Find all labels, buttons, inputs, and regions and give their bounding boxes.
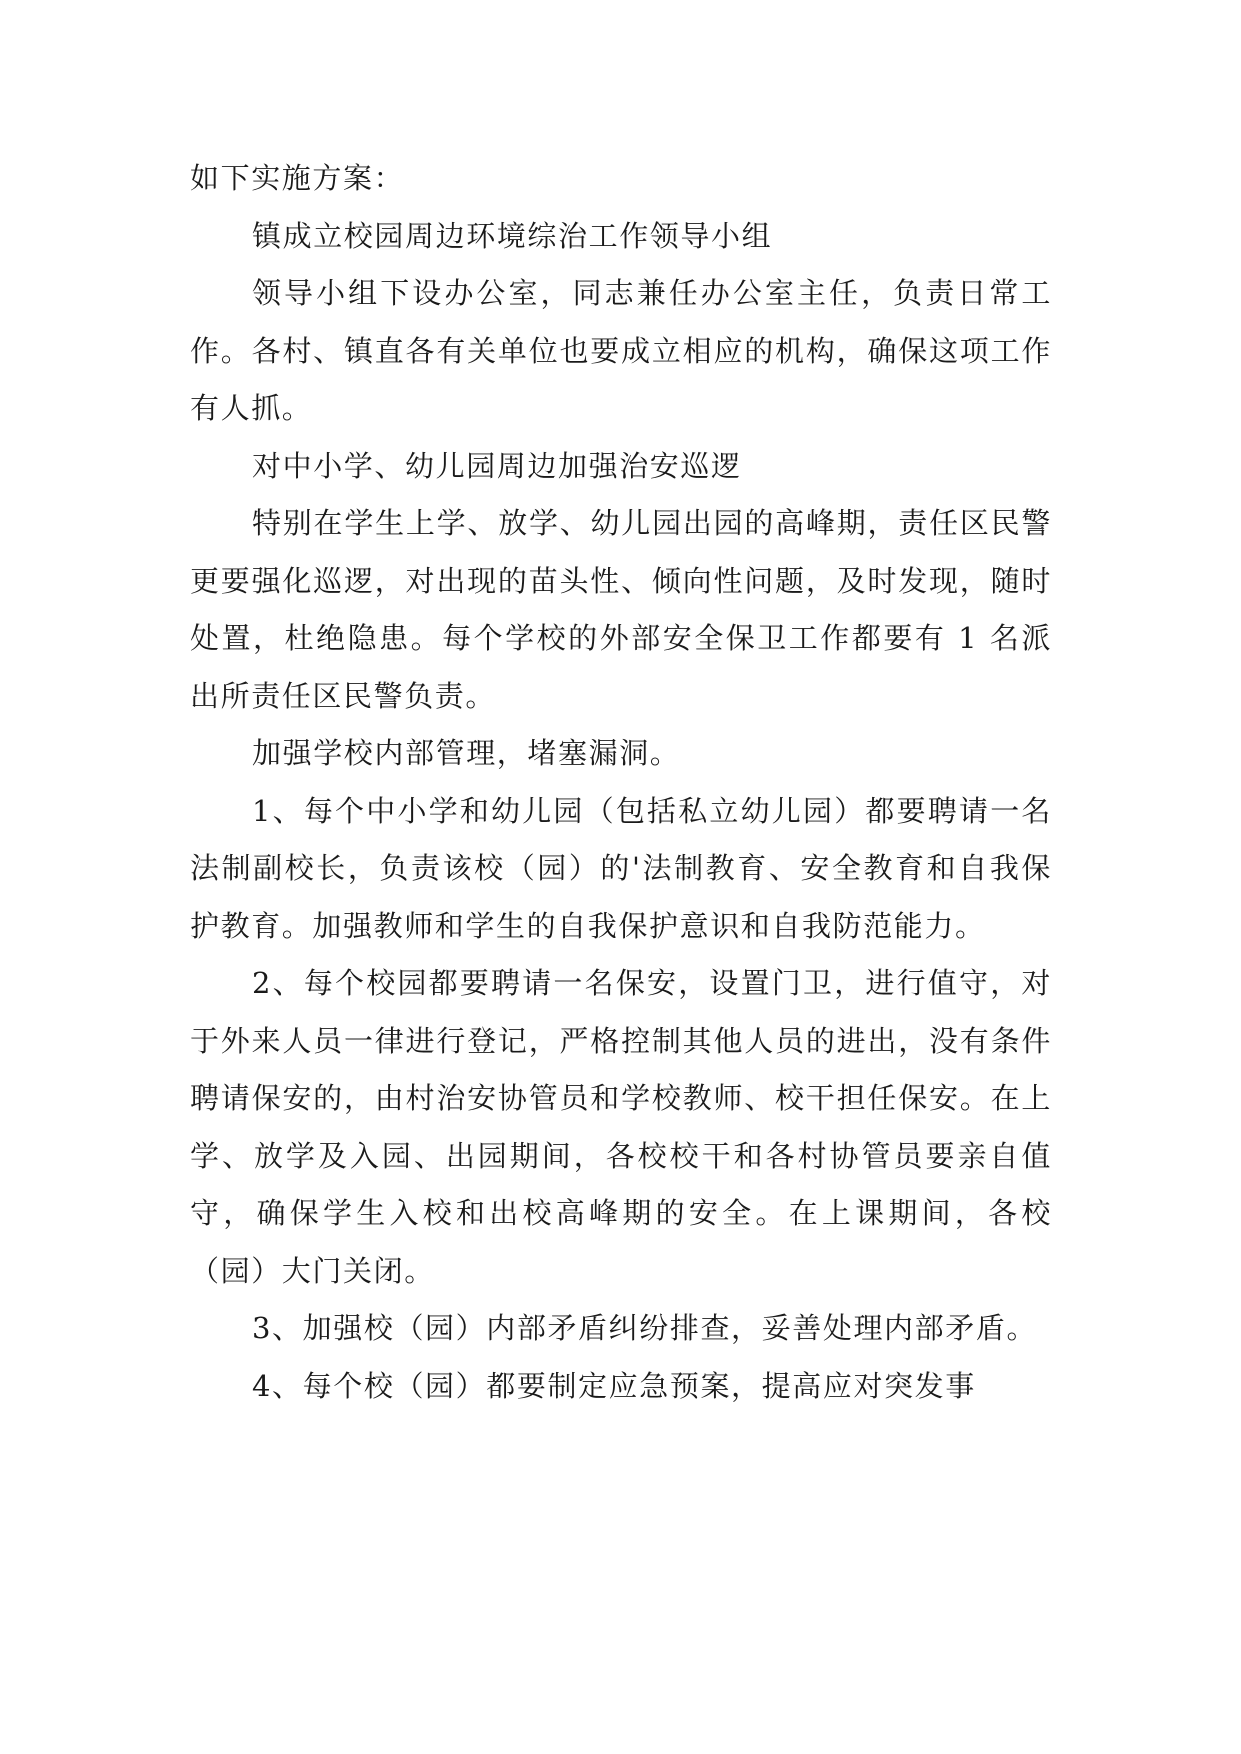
- paragraph-intro: 如下实施方案：: [190, 161, 405, 195]
- paragraph-item-1: 1、每个中小学和幼儿园（包括私立幼儿园）都要聘请一名法制副校长，负责该校（园）的'法制教育、安全教育和自我保护教育。加强教师和学生的自我保护意识和自我防范能力。: [190, 793, 1052, 943]
- paragraph-patrol-detail: 特别在学生上学、放学、幼儿园出园的高峰期，责任区民警更要强化巡逻，对出现的苗头性、倾向性问题，及时发现，随时处置，杜绝隐患。每个学校的外部安全保卫工作都要有 1 名派出所责任区民警负责。: [190, 506, 1052, 713]
- document-page: [190, 150, 1052, 1415]
- paragraph-office: 领导小组下设办公室，同志兼任办公室主任，负责日常工作。各村、镇直各有关单位也要成立相应的机构，确保这项工作有人抓。: [190, 276, 1052, 425]
- paragraph-item-3: 3、加强校（园）内部矛盾纠纷排查，妥善处理内部矛盾。: [252, 1311, 1038, 1345]
- paragraph-internal-heading: 加强学校内部管理，堵塞漏洞。: [252, 736, 681, 770]
- paragraph-leading-group: 镇成立校园周边环境综治工作领导小组: [252, 218, 773, 253]
- paragraph-item-4: 4、每个校（园）都要制定应急预案，提高应对突发事: [252, 1368, 976, 1403]
- paragraph-patrol-heading: 对中小学、幼儿园周边加强治安巡逻: [252, 448, 742, 483]
- paragraph-item-2: 2、每个校园都要聘请一名保安，设置门卫，进行值守，对于外来人员一律进行登记，严格控制其他人员的进出，没有条件聘请保安的，由村治安协管员和学校教师、校干担任保安。在上学、放学及入园、出园期间，各校校干和各村协管员要亲自值守，确保学生入校和出校高峰期的安全。在上课期间，各校（园）大门关闭。: [190, 966, 1052, 1288]
